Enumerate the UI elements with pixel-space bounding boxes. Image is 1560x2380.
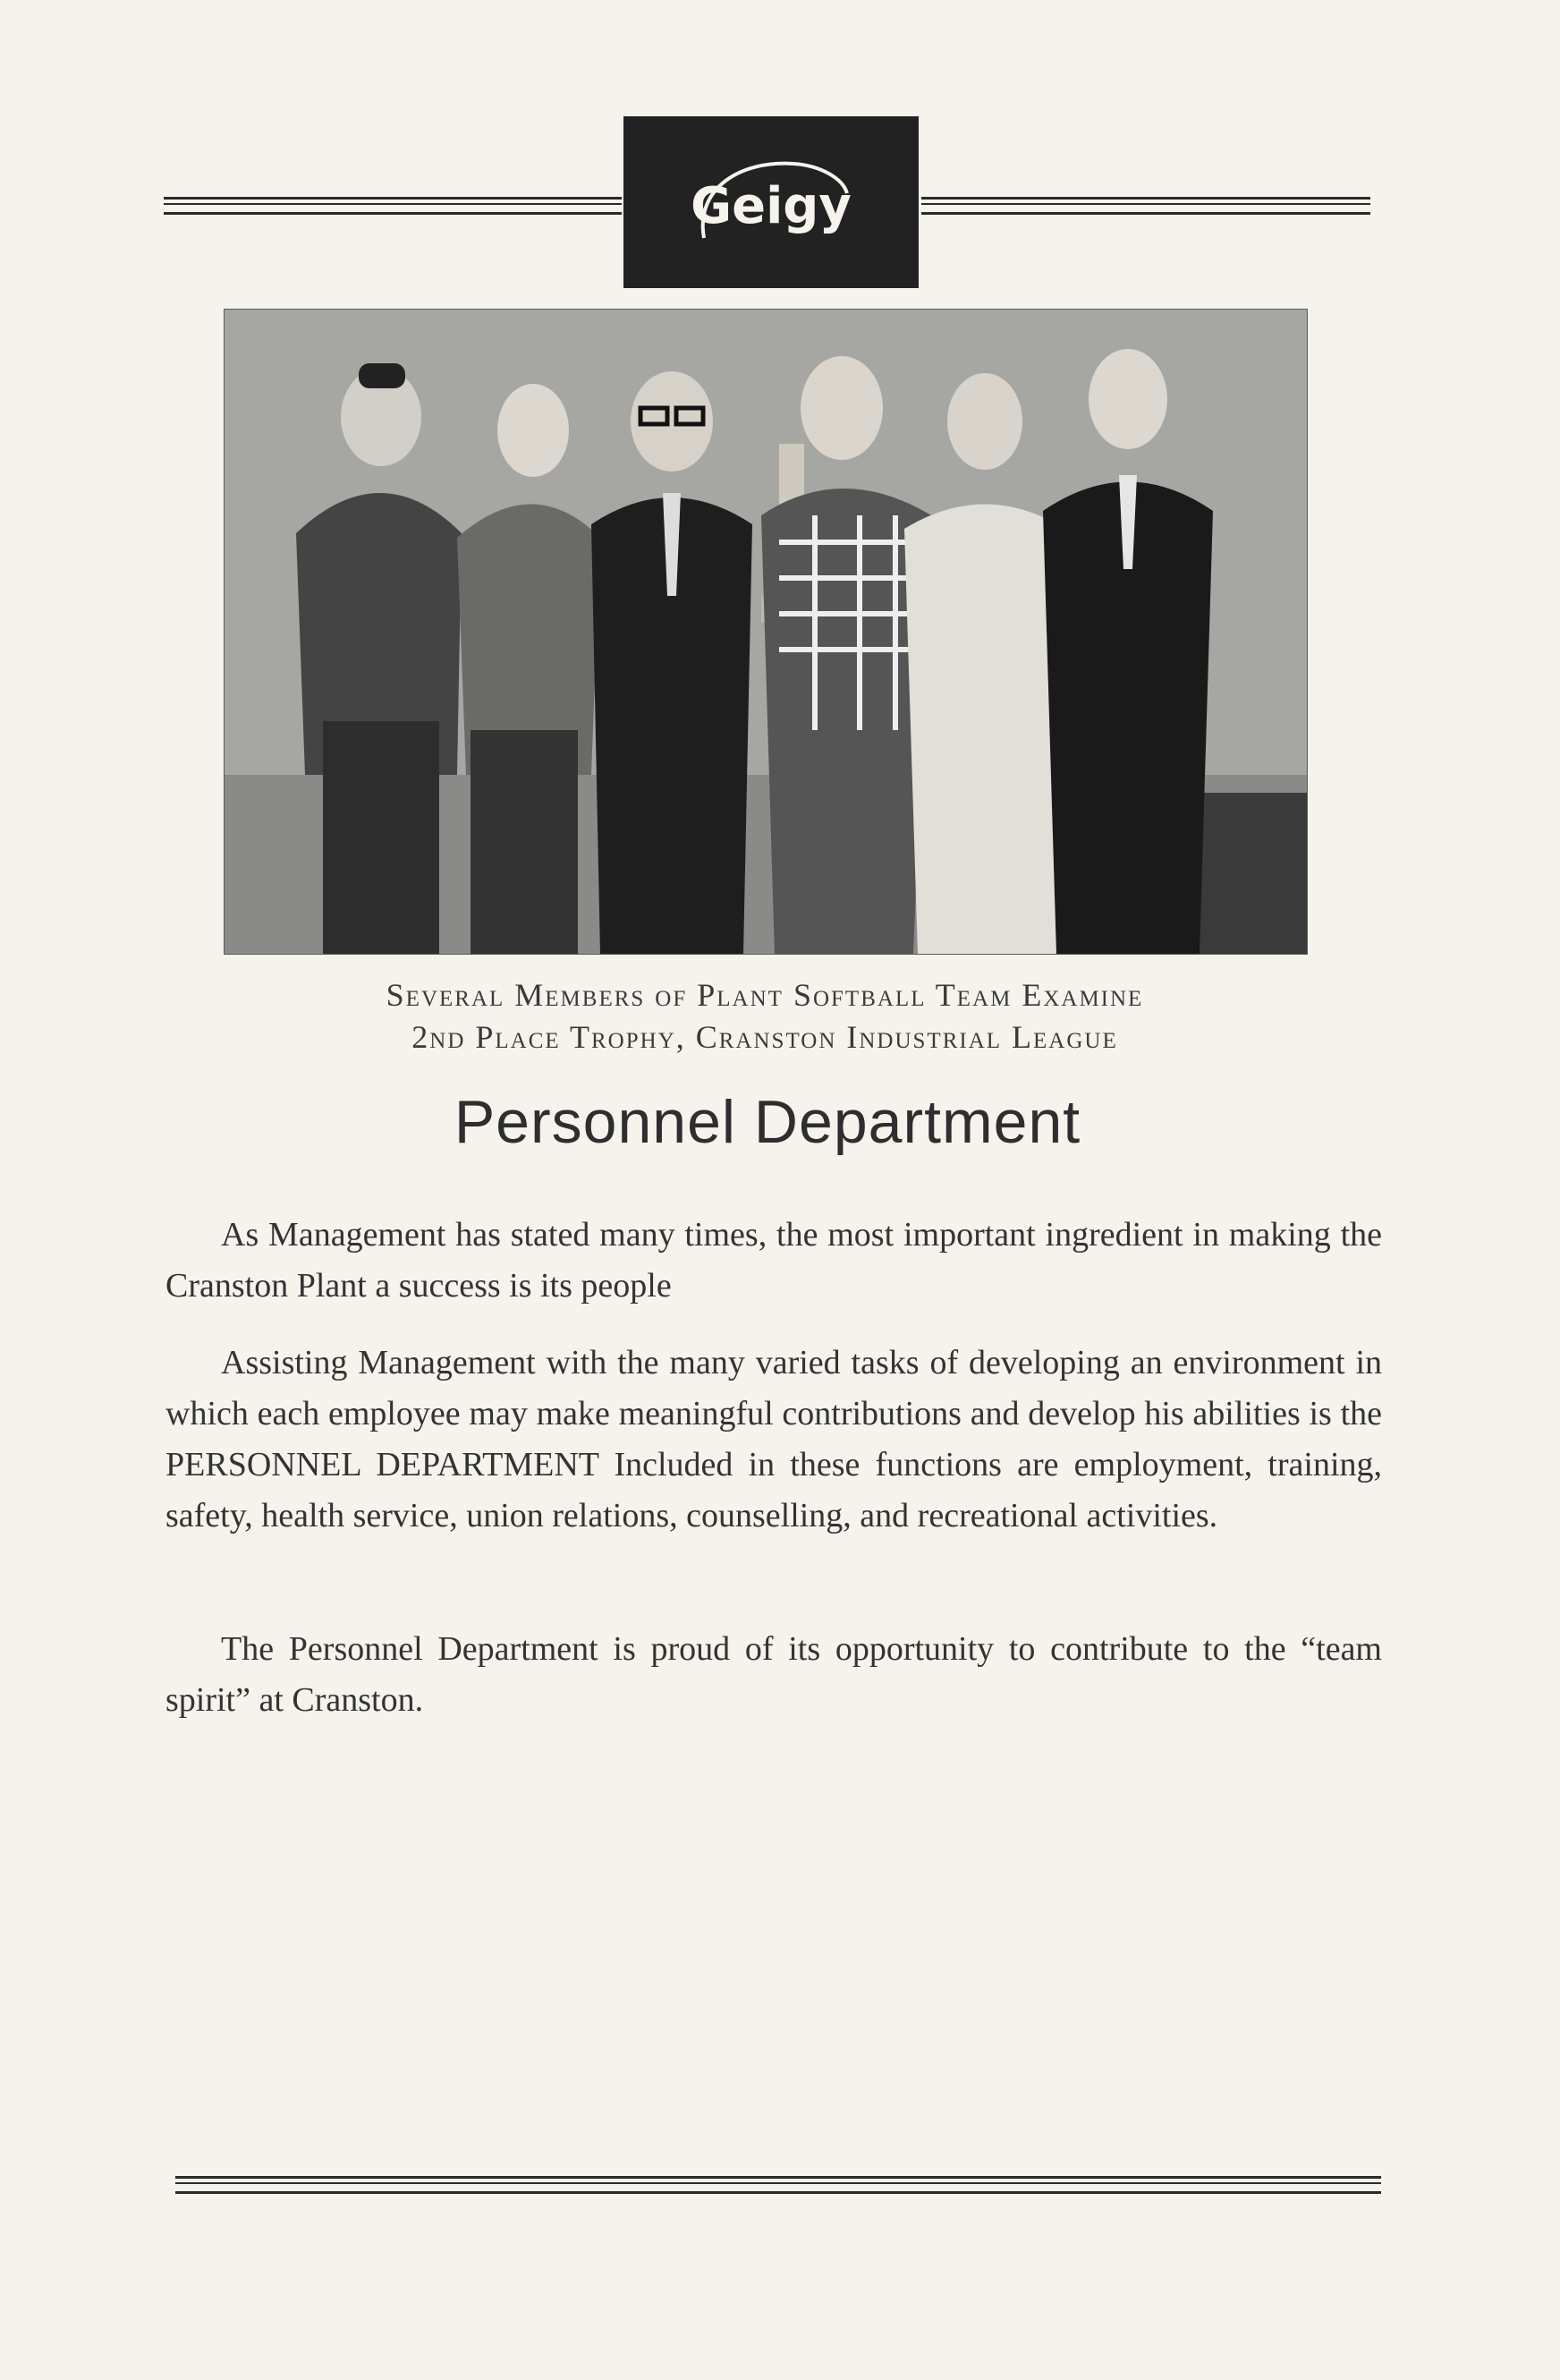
team-photo xyxy=(224,309,1308,955)
company-logo xyxy=(623,116,919,288)
paragraph-3: The Personnel Department is proud of its opportunity to contribute to the “team spirit” at Cranston. xyxy=(165,1630,1382,1719)
article-title: Personnel Department xyxy=(454,1088,1081,1156)
photo-caption-line-2: 2nd Place Trophy, Cranston Industrial League xyxy=(411,1019,1118,1055)
paragraph-1: As Management has stated many times, the most important ingredient in making the Cranston Plant a success is its people xyxy=(165,1216,1382,1305)
footer-rule xyxy=(175,2176,1381,2194)
photo-caption-line-1: Several Members of Plant Softball Team Examine xyxy=(386,977,1144,1013)
geigy-logo-mark xyxy=(686,153,856,251)
header-rule-left xyxy=(164,197,622,215)
logo-text: Geigy xyxy=(691,177,852,235)
paragraph-2: Assisting Management with the many varied tasks of developing an environment in which each employee may make meaningful contributions and develop his abilities is the PERSONNEL DEPARTMENT Included in these functions are employment, training, safety, health service, union relations, counselling, and recreational activities. xyxy=(165,1344,1382,1534)
header-rule-right xyxy=(921,197,1370,215)
